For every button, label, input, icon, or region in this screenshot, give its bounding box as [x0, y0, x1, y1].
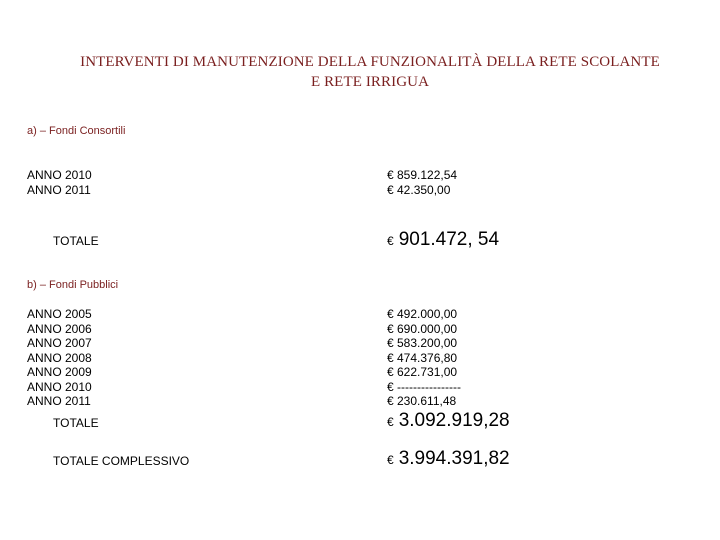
amount-row: € 583.200,00: [387, 336, 458, 350]
year-row: ANNO 2005: [27, 307, 92, 321]
section-b-years: [27, 307, 92, 409]
document-title: [20, 52, 720, 92]
section-b-total-value: 3.092.919,28: [398, 410, 510, 431]
section-a-total-label: TOTALE: [53, 234, 99, 248]
amount-row: € 859.122,54: [387, 168, 458, 182]
grand-total-label: TOTALE COMPLESSIVO: [53, 454, 190, 468]
year-row: ANNO 2011: [27, 182, 91, 197]
amount-row: € 622.731,00: [387, 365, 458, 379]
title-line-1: INTERVENTI DI MANUTENZIONE DELLA FUNZIONALITÀ DELLA RETE SCOLANTE: [80, 54, 660, 70]
amount-row: € ----------------: [387, 379, 461, 394]
year-row: ANNO 2011: [27, 394, 91, 408]
amount-row: € 492.000,00: [387, 307, 458, 321]
currency-symbol: €: [387, 453, 394, 467]
year-row: ANNO 2010: [27, 168, 92, 182]
section-a-total: [387, 229, 499, 251]
amount-row: € 690.000,00: [387, 321, 458, 336]
section-b-total-label: TOTALE: [53, 416, 99, 430]
section-b-total: [387, 410, 510, 432]
year-row: ANNO 2007: [27, 336, 92, 350]
currency-symbol: €: [387, 234, 394, 248]
section-b-heading: b) – Fondi Pubblici: [27, 279, 119, 291]
currency-symbol: €: [387, 415, 394, 429]
grand-total-value: 3.994.391,82: [398, 448, 510, 469]
year-row: ANNO 2010: [27, 379, 92, 394]
title-line-2: E RETE IRRIGUA: [310, 74, 430, 90]
amount-row: € 230.611,48: [387, 394, 457, 408]
section-b-amounts: [387, 307, 461, 409]
year-row: ANNO 2006: [27, 321, 92, 336]
amount-row: € 42.350,00: [387, 182, 451, 197]
section-a-total-value: 901.472, 54: [398, 229, 500, 250]
year-row: ANNO 2008: [27, 350, 92, 365]
section-a-heading: a) – Fondi Consortili: [27, 125, 126, 137]
section-a-years: [27, 168, 92, 197]
section-a-amounts: [387, 168, 457, 197]
grand-total: [387, 448, 510, 470]
amount-row: € 474.376,80: [387, 350, 458, 365]
year-row: ANNO 2009: [27, 365, 92, 379]
